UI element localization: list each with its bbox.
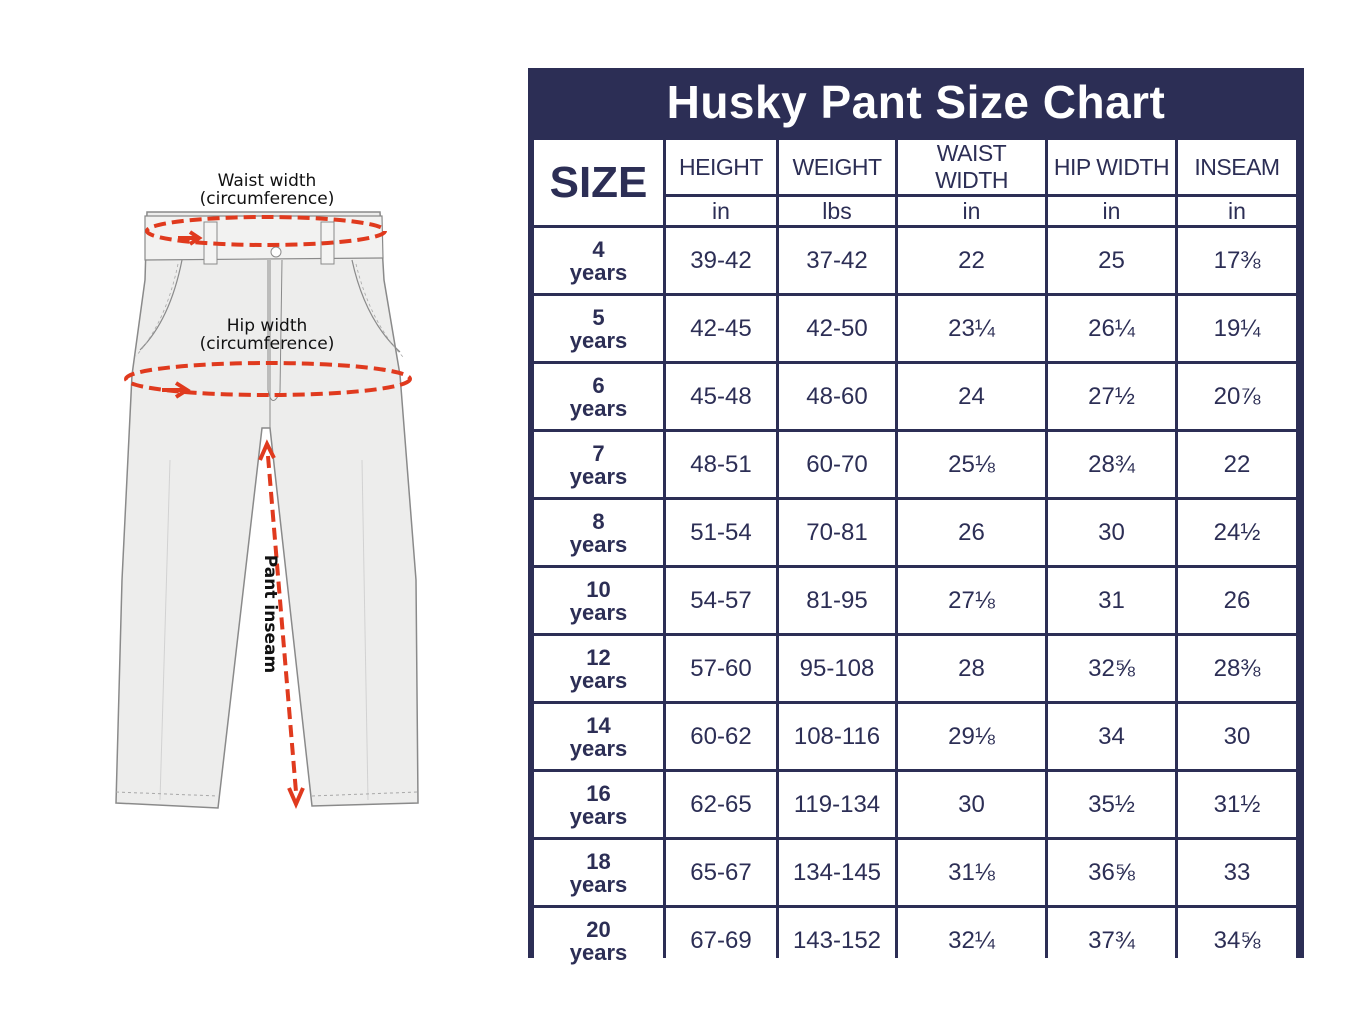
size-number: 12: [586, 644, 611, 670]
inseam-cell: 34⅝: [1178, 908, 1296, 973]
inseam-cell: 28⅜: [1178, 636, 1296, 701]
hip-width-cell: 34: [1048, 704, 1175, 769]
inseam-cell: 33: [1178, 840, 1296, 905]
unit-waist-width: in: [898, 197, 1045, 225]
hip-width-cell: 31: [1048, 568, 1175, 633]
size-number: 20: [586, 916, 611, 942]
hip-width-cell: 25: [1048, 228, 1175, 293]
column-header-inseam: INSEAM: [1178, 140, 1296, 194]
hip-width-label: [192, 317, 342, 353]
size-cell: [534, 704, 663, 769]
table-row: [534, 704, 1296, 769]
weight-cell: 42-50: [779, 296, 895, 361]
height-cell: 54-57: [666, 568, 776, 633]
column-header-height: HEIGHT: [666, 140, 776, 194]
size-unit: years: [569, 599, 628, 625]
weight-cell: 48-60: [779, 364, 895, 429]
waist-width-note: (circumference): [199, 189, 335, 209]
hip-width-cell: 26¼: [1048, 296, 1175, 361]
inseam-cell: 31½: [1178, 772, 1296, 837]
hip-width-cell: 27½: [1048, 364, 1175, 429]
table-row: [534, 364, 1296, 429]
unit-hip-width: in: [1048, 197, 1175, 225]
size-number: 18: [586, 848, 611, 874]
size-cell: [534, 296, 663, 361]
weight-cell: 37-42: [779, 228, 895, 293]
size-cell: [534, 364, 663, 429]
hip-width-cell: 32⅝: [1048, 636, 1175, 701]
weight-cell: 108-116: [779, 704, 895, 769]
table-row: [534, 908, 1296, 973]
size-unit: years: [569, 395, 628, 421]
waist-width-cell: 32¼: [898, 908, 1045, 973]
height-cell: 57-60: [666, 636, 776, 701]
size-number: 7: [592, 440, 605, 466]
weight-cell: 143-152: [779, 908, 895, 973]
size-number: 4: [592, 236, 605, 262]
inseam-cell: 22: [1178, 432, 1296, 497]
table-row: [534, 840, 1296, 905]
size-cell: [534, 228, 663, 293]
pants-measurement-diagram: [100, 160, 440, 840]
hip-width-cell: 28¾: [1048, 432, 1175, 497]
inseam-cell: 17⅜: [1178, 228, 1296, 293]
size-unit: years: [569, 667, 628, 693]
table-row: [534, 228, 1296, 293]
size-number: 8: [592, 508, 605, 534]
weight-cell: 81-95: [779, 568, 895, 633]
size-number: 14: [586, 712, 611, 738]
height-cell: 65-67: [666, 840, 776, 905]
size-number: 6: [592, 372, 605, 398]
weight-cell: 95-108: [779, 636, 895, 701]
table-row: [534, 568, 1296, 633]
waist-width-cell: 25⅛: [898, 432, 1045, 497]
table-row: [534, 296, 1296, 361]
size-number: 10: [586, 576, 611, 602]
size-cell: [534, 840, 663, 905]
size-unit: years: [569, 735, 628, 761]
size-unit: years: [569, 531, 628, 557]
height-cell: 39-42: [666, 228, 776, 293]
size-cell: [534, 432, 663, 497]
inseam-cell: 26: [1178, 568, 1296, 633]
column-header-waist-width: WAIST WIDTH: [898, 140, 1045, 194]
table-row: [534, 432, 1296, 497]
weight-cell: 134-145: [779, 840, 895, 905]
pants-illustration: [100, 160, 440, 840]
hip-width-note: (circumference): [199, 334, 335, 354]
waist-width-cell: 30: [898, 772, 1045, 837]
inseam-cell: 24½: [1178, 500, 1296, 565]
column-header-hip-width: HIP WIDTH: [1048, 140, 1175, 194]
waist-width-cell: 23¼: [898, 296, 1045, 361]
inseam-cell: 20⅞: [1178, 364, 1296, 429]
table-row: [534, 500, 1296, 565]
hip-width-title: Hip width: [226, 316, 308, 336]
waist-width-title: Waist width: [217, 171, 317, 191]
height-cell: 51-54: [666, 500, 776, 565]
weight-cell: 119-134: [779, 772, 895, 837]
size-cell: [534, 772, 663, 837]
size-unit: years: [569, 939, 628, 965]
size-number: 5: [592, 304, 605, 330]
height-cell: 42-45: [666, 296, 776, 361]
chart-title: Husky Pant Size Chart: [666, 76, 1166, 128]
size-chart: [528, 68, 1304, 965]
waist-width-cell: 26: [898, 500, 1045, 565]
hip-width-cell: 30: [1048, 500, 1175, 565]
unit-weight: lbs: [779, 197, 895, 225]
inseam-cell: 19¼: [1178, 296, 1296, 361]
table-row: [534, 772, 1296, 837]
height-cell: 48-51: [666, 432, 776, 497]
height-cell: 60-62: [666, 704, 776, 769]
waist-width-cell: 24: [898, 364, 1045, 429]
unit-height: in: [666, 197, 776, 225]
waist-width-cell: 29⅛: [898, 704, 1045, 769]
waist-width-cell: 31⅛: [898, 840, 1045, 905]
size-unit: years: [569, 871, 628, 897]
size-unit: years: [569, 259, 628, 285]
weight-cell: 70-81: [779, 500, 895, 565]
waist-width-cell: 27⅛: [898, 568, 1045, 633]
height-cell: 45-48: [666, 364, 776, 429]
size-cell: [534, 636, 663, 701]
weight-cell: 60-70: [779, 432, 895, 497]
header-row: [534, 140, 1296, 194]
hip-width-cell: 36⅝: [1048, 840, 1175, 905]
waist-width-cell: 28: [898, 636, 1045, 701]
size-table: [531, 137, 1299, 976]
size-column-header: SIZE: [534, 140, 663, 225]
size-number: 16: [586, 780, 611, 806]
column-header-weight: WEIGHT: [779, 140, 895, 194]
height-cell: 67-69: [666, 908, 776, 973]
size-cell: [534, 568, 663, 633]
waist-width-cell: 22: [898, 228, 1045, 293]
unit-inseam: in: [1178, 197, 1296, 225]
size-cell: [534, 500, 663, 565]
table-row: [534, 636, 1296, 701]
size-unit: years: [569, 463, 628, 489]
inseam-cell: 30: [1178, 704, 1296, 769]
hip-width-cell: 35½: [1048, 772, 1175, 837]
size-unit: years: [569, 803, 628, 829]
hip-width-cell: 37¾: [1048, 908, 1175, 973]
pant-inseam-label: Pant inseam: [260, 554, 280, 674]
height-cell: 62-65: [666, 772, 776, 837]
waist-width-label: [192, 172, 342, 208]
size-cell: [534, 908, 663, 973]
size-unit: years: [569, 327, 628, 353]
